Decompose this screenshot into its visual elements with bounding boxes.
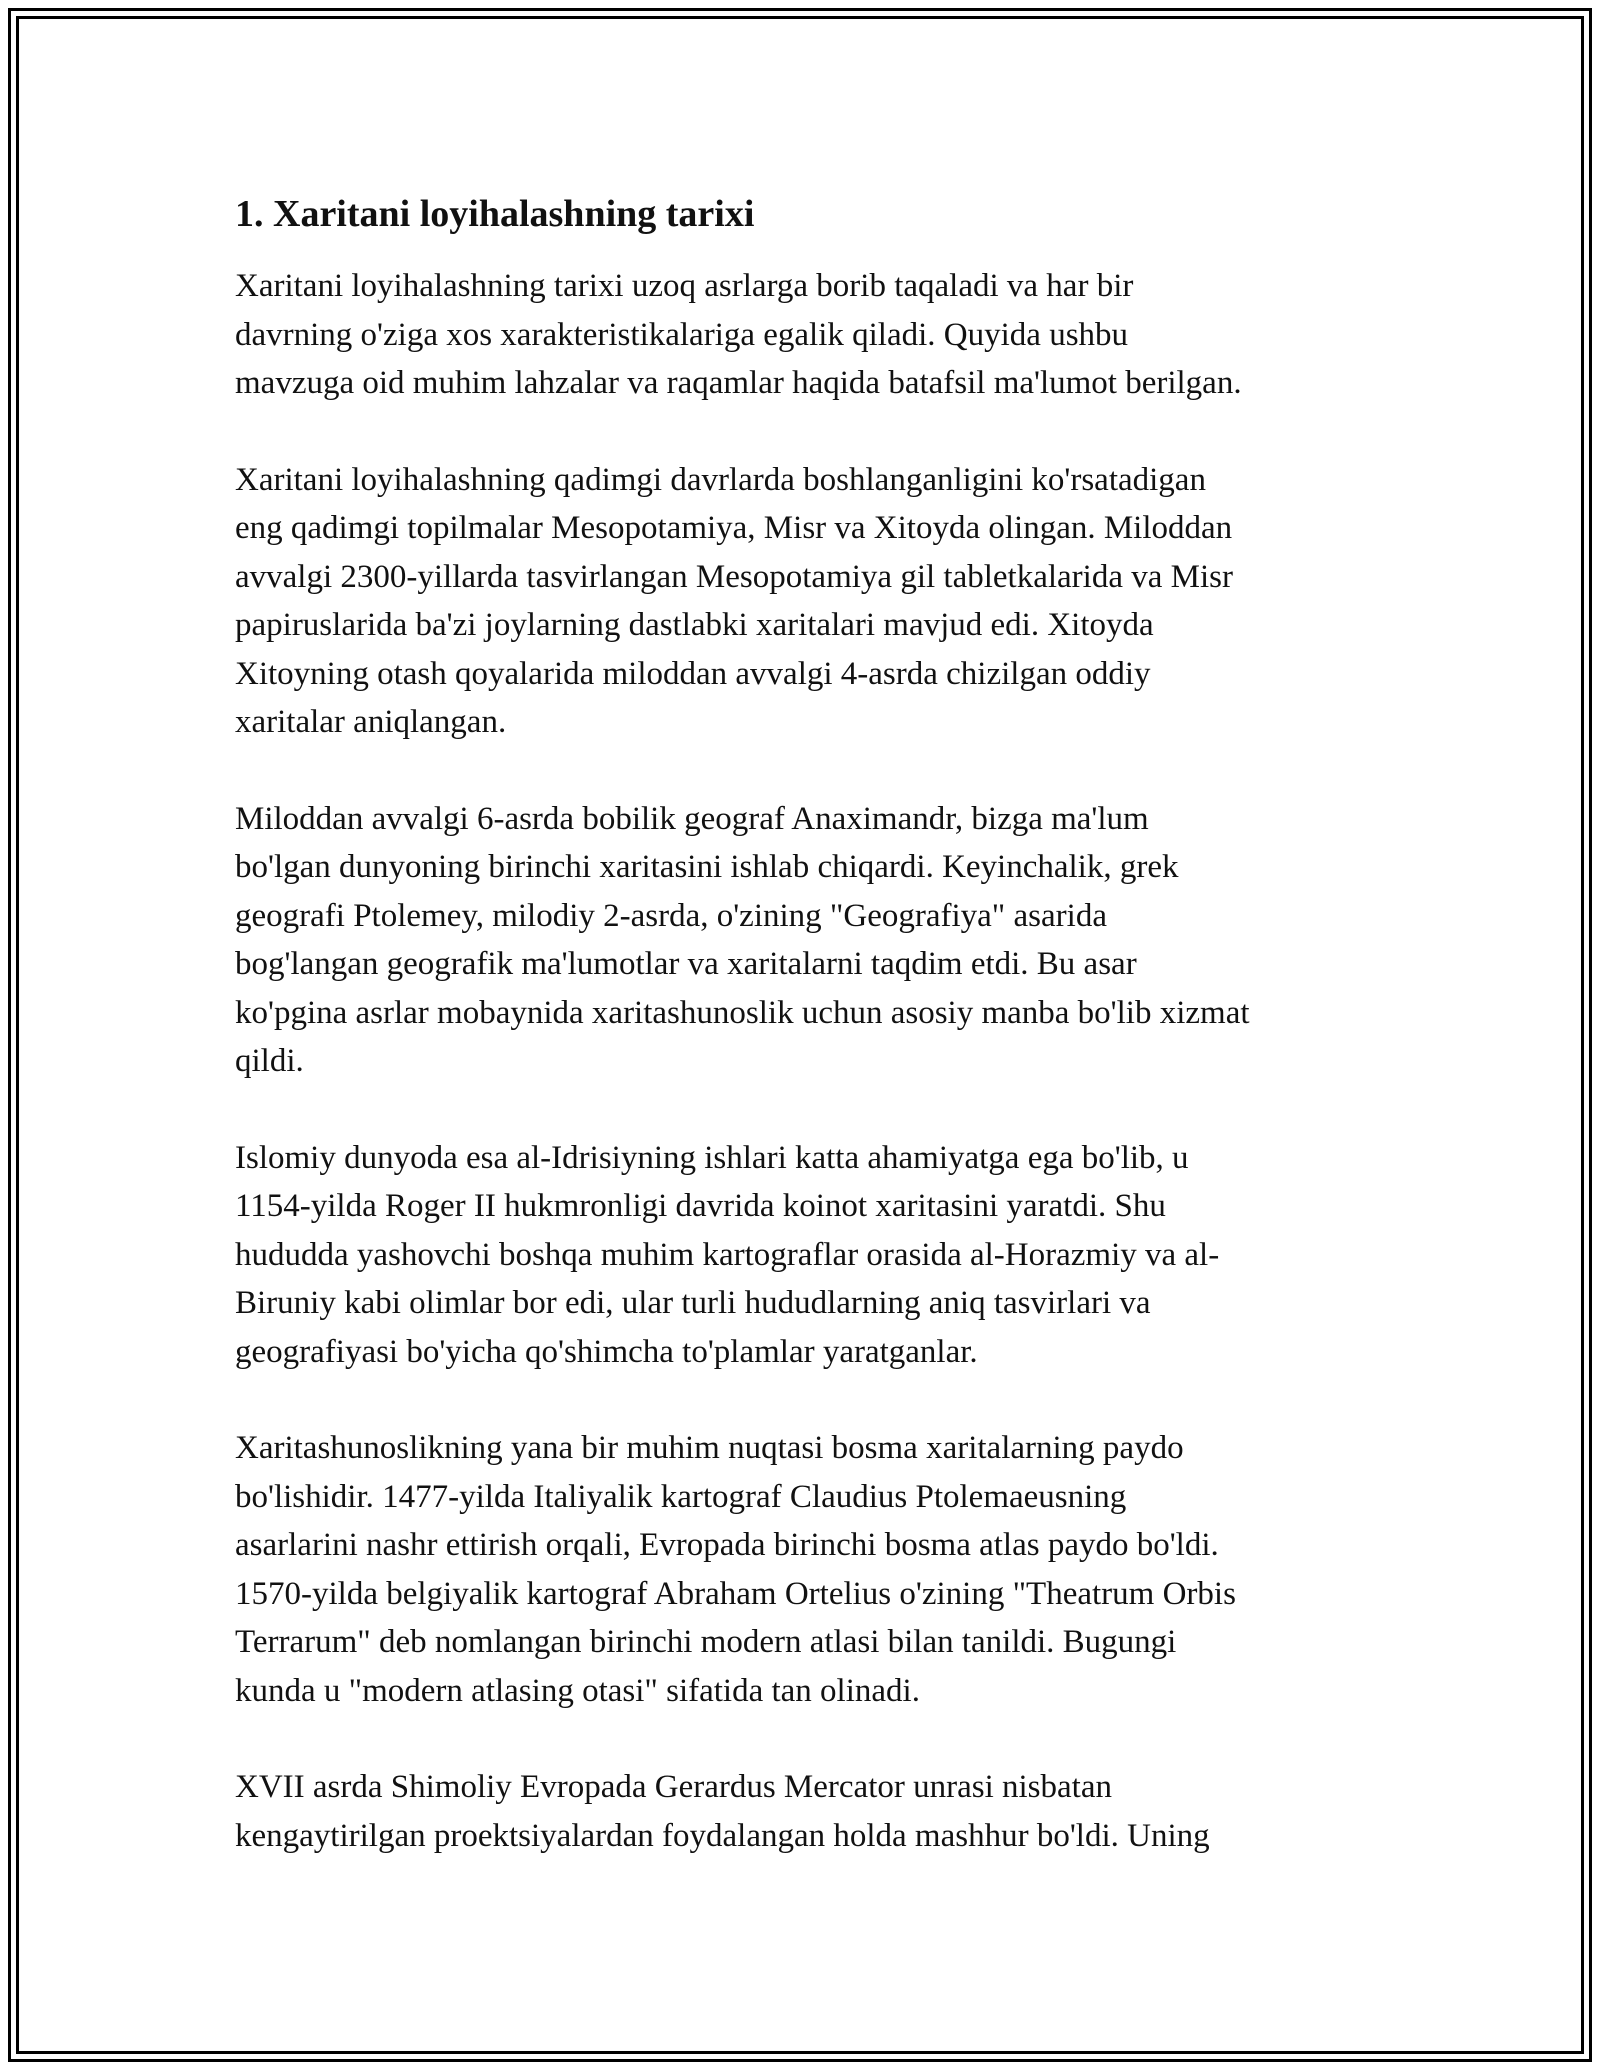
- text-line: davrning o'ziga xos xarakteristikalariga egalik qiladi. Quyida ushbu: [235, 316, 1129, 353]
- text-line: ko'pgina asrlar mobaynida xaritashunoslik uchun asosiy manba bo'lib xizmat: [235, 994, 1250, 1031]
- text-line: eng qadimgi topilmalar Mesopotamiya, Misr va Xitoyda olingan. Miloddan: [235, 510, 1233, 546]
- text-line: Miloddan avvalgi 6-asrda bobilik geograf Anaximandr, bizga ma'lum: [235, 800, 1149, 837]
- text-line: XVII asrda Shimoliy Evropada Gerardus Mercator unrasi nisbatan: [235, 1769, 1112, 1805]
- text-line: geografiyasi bo'yicha qo'shimcha to'plamlar yaratganlar.: [235, 1333, 978, 1370]
- text-line: bo'lishidir. 1477-yilda Italiyalik kartograf Claudius Ptolemaeusning: [235, 1478, 1127, 1515]
- text-line: kunda u "modern atlasing otasi" sifatida tan olinadi.: [235, 1672, 920, 1709]
- text-line: papiruslarida ba'zi joylarning dastlabki xaritalari mavjud edi. Xitoyda: [235, 607, 1154, 643]
- text-line: kengaytirilgan proektsiyalardan foydalangan holda mashhur bo'ldi. Uning: [235, 1817, 1210, 1854]
- text-line: asarlarini nashr ettirish orqali, Evropada birinchi bosma atlas paydo bo'ldi.: [235, 1527, 1219, 1563]
- text-line: Islomiy dunyoda esa al-Idrisiyning ishlari katta ahamiyatga ega bo'lib, u: [235, 1139, 1189, 1176]
- text-line: hududda yashovchi boshqa muhim kartograflar orasida al-Horazmiy va al-: [235, 1236, 1220, 1273]
- text-line: bo'lgan dunyoning birinchi xaritasini ishlab chiqardi. Keyinchalik, grek: [235, 849, 1179, 885]
- text-line: geografi Ptolemey, milodiy 2-asrda, o'zining "Geografiya" asarida: [235, 897, 1107, 934]
- paragraph-greek-geographers: [235, 795, 1375, 1086]
- section-heading: 1. Xaritani loyihalashning tarixi: [235, 193, 755, 235]
- text-line: 1154-yilda Roger II hukmronligi davrida koinot xaritasini yaratdi. Shu: [235, 1188, 1166, 1224]
- text-line: Terrarum" deb nomlangan birinchi modern atlasi bilan tanildi. Bugungi: [235, 1624, 1177, 1660]
- text-line: Xaritashunoslikning yana bir muhim nuqtasi bosma xaritalarning paydo: [235, 1430, 1184, 1466]
- text-line: mavzuga oid muhim lahzalar va raqamlar haqida batafsil ma'lumot berilgan.: [235, 365, 1242, 401]
- text-line: xaritalar aniqlangan.: [235, 704, 507, 740]
- text-line: 1570-yilda belgiyalik kartograf Abraham Ortelius o'zining "Theatrum Orbis: [235, 1575, 1236, 1612]
- text-line: avvalgi 2300-yillarda tasvirlangan Mesopotamiya gil tabletkalarida va Misr: [235, 558, 1233, 595]
- paragraph-intro: [235, 262, 1375, 408]
- paragraph-mercator: [235, 1763, 1375, 1860]
- paragraph-islamic-world: [235, 1134, 1375, 1377]
- paragraph-ancient-maps: [235, 456, 1375, 747]
- text-line: Xaritani loyihalashning tarixi uzoq asrlarga borib taqaladi va har bir: [235, 268, 1134, 304]
- text-line: qildi.: [235, 1043, 304, 1079]
- text-line: Xitoyning otash qoyalarida miloddan avvalgi 4-asrda chizilgan oddiy: [235, 655, 1151, 692]
- paragraph-printed-maps: [235, 1424, 1375, 1715]
- text-line: bog'langan geografik ma'lumotlar va xaritalarni taqdim etdi. Bu asar: [235, 946, 1137, 982]
- text-line: Biruniy kabi olimlar bor edi, ular turli hududlarning aniq tasvirlari va: [235, 1285, 1151, 1321]
- text-line: Xaritani loyihalashning qadimgi davrlarda boshlanganligini ko'rsatadigan: [235, 461, 1206, 498]
- document-body: [235, 188, 1375, 1908]
